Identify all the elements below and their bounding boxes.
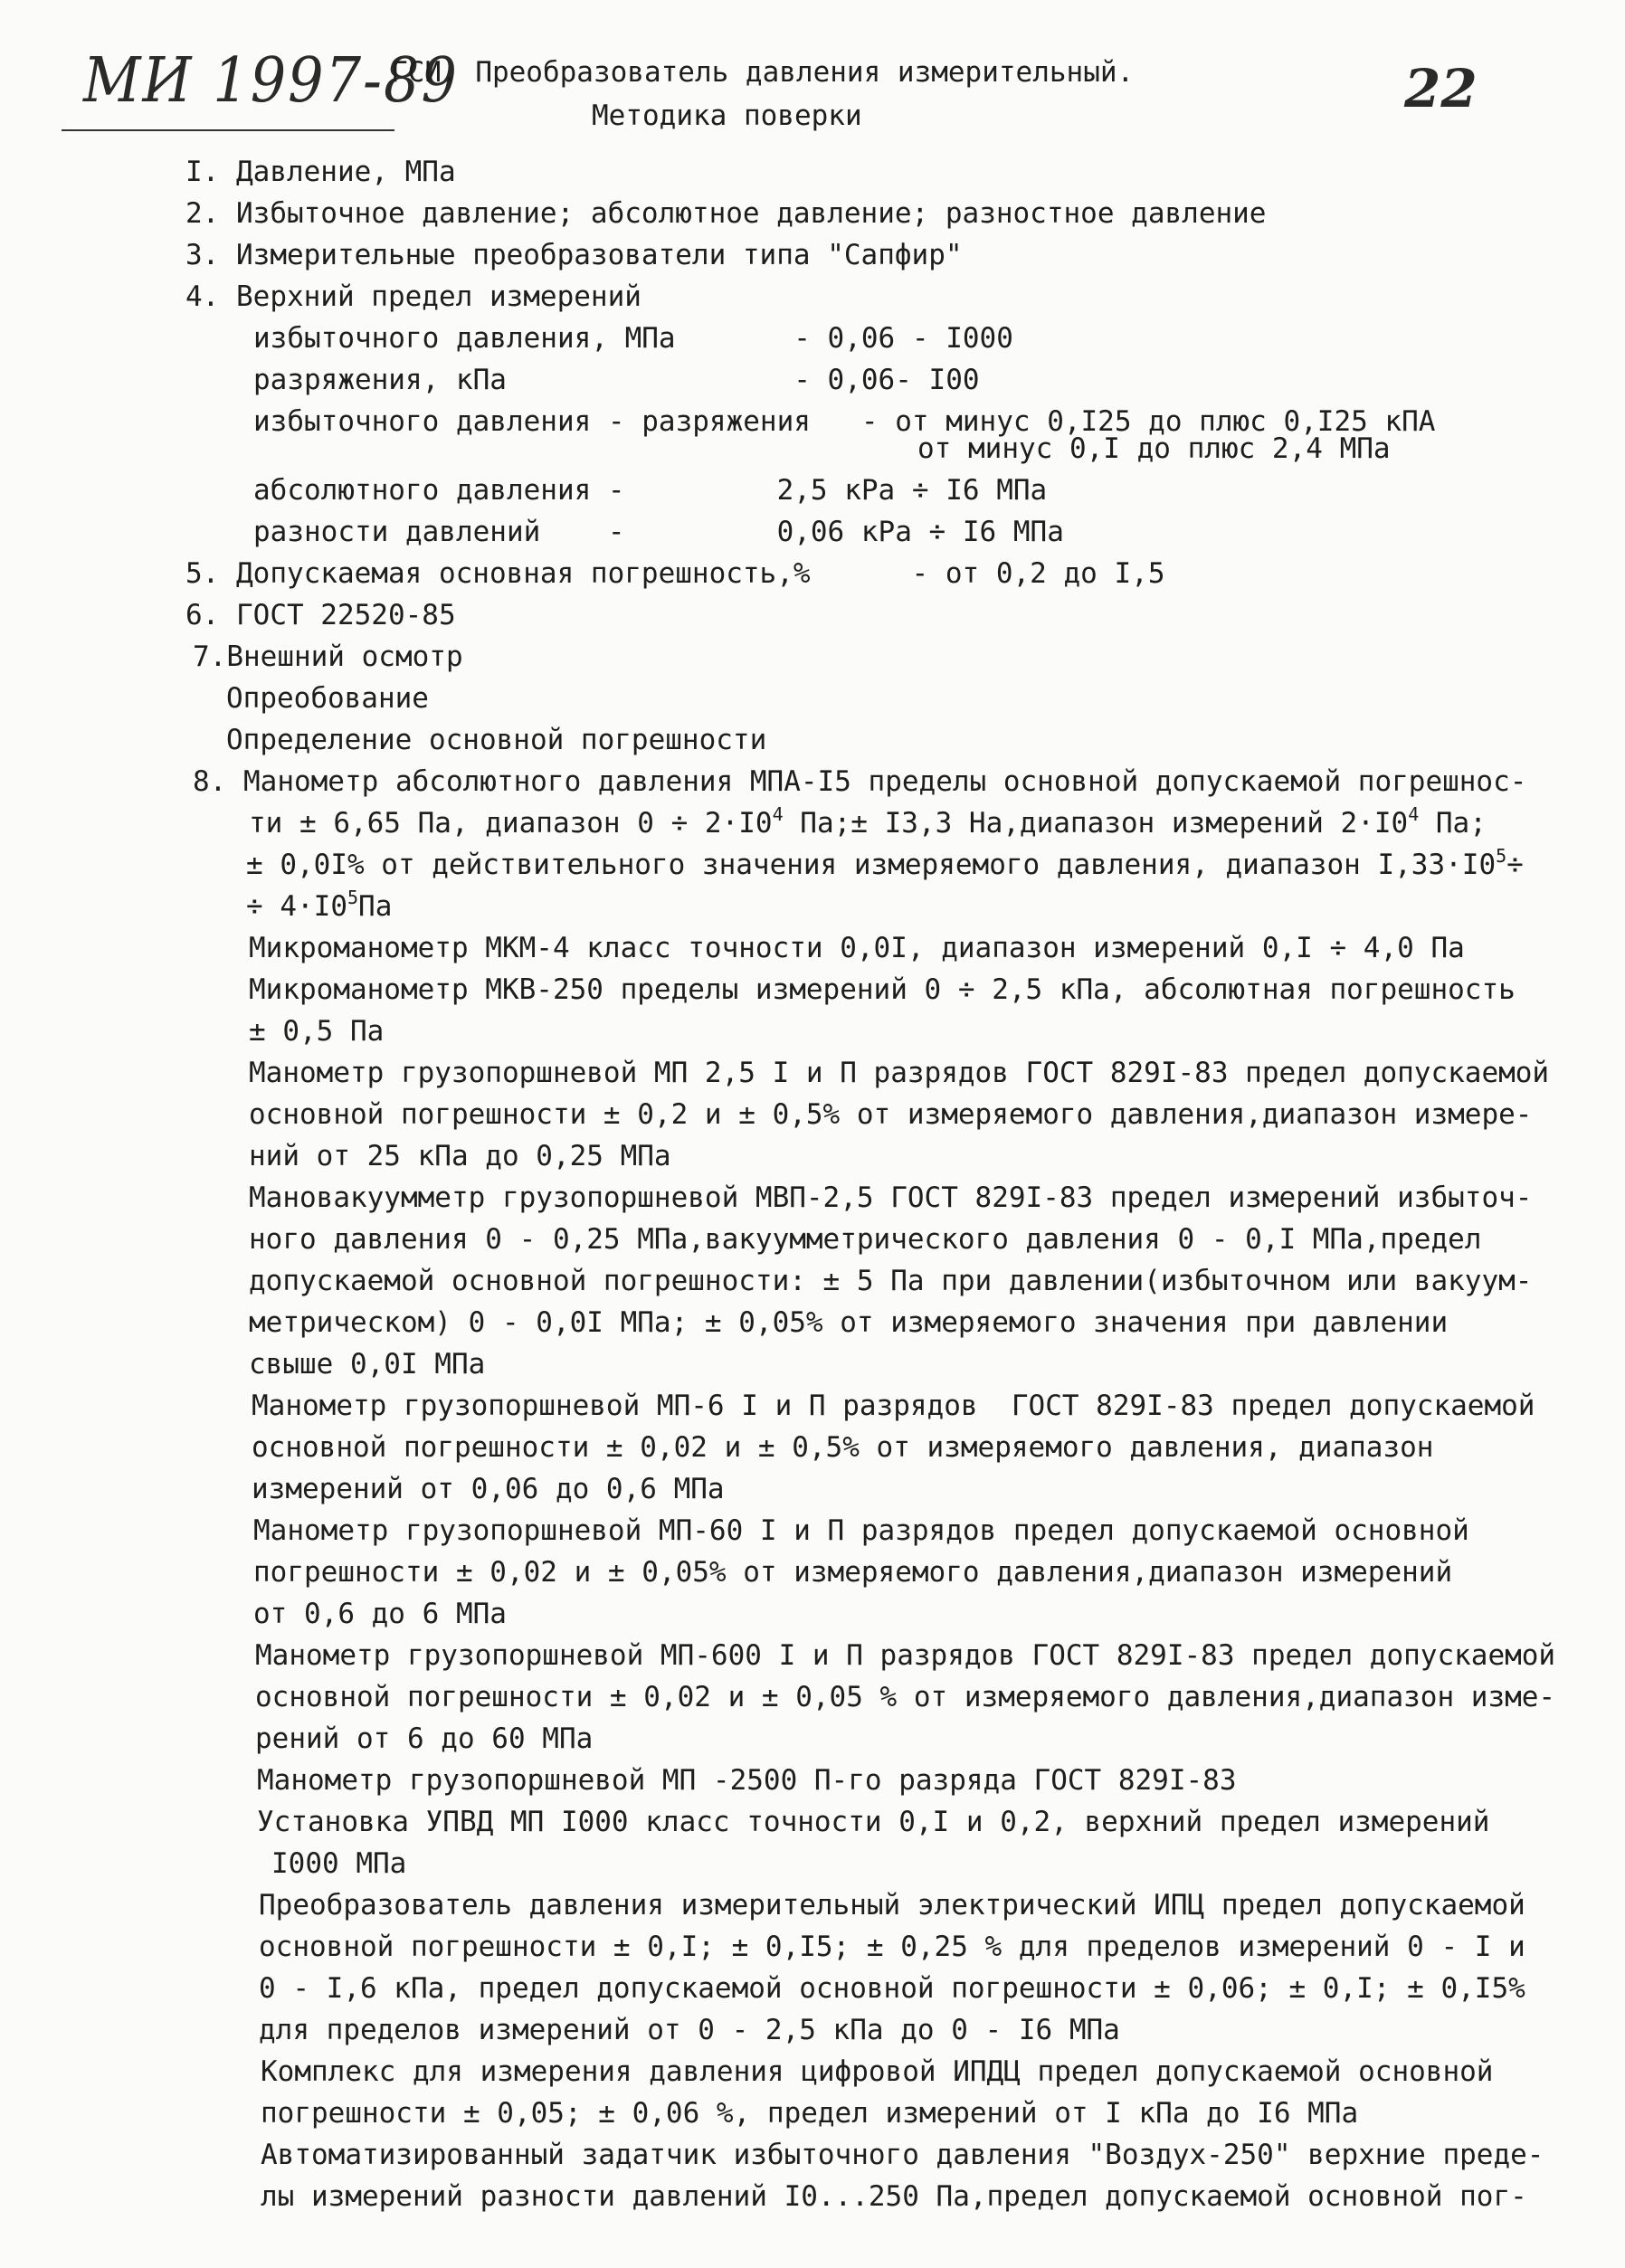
item-8-line: 0 - I,6 кПа, предел допускаемой основной погрешности ± 0,06; ± 0,I; ± 0,I5% — [259, 1972, 1525, 2005]
item-8-line: основной погрешности ± 0,02 и ± 0,5% от измеряемого давления, диапазон — [252, 1431, 1434, 1464]
item-8-line: I000 МПа — [271, 1847, 407, 1880]
item-8-line: лы измерений разности давлений I0...250 Па,предел допускаемой основной пог- — [261, 2180, 1527, 2213]
item-8-line: основной погрешности ± 0,02 и ± 0,05 % от измеряемого давления,диапазон изме- — [255, 1681, 1556, 1713]
item-7: 7.Внешний осмотр — [193, 641, 463, 673]
item-8-line: Установка УПВД МП I000 класс точности 0,I и 0,2, верхний предел измерений — [257, 1806, 1490, 1838]
item-8-line: Микроманометр МКМ-4 класс точности 0,0I, диапазон измерений 0,I ÷ 4,0 Па — [249, 932, 1465, 964]
item-8-line: для пределов измерений от 0 - 2,5 кПа до 0 - I6 МПа — [259, 2014, 1120, 2046]
item-8-line: допускаемой основной погрешности: ± 5 Па при давлении(избыточном или вакуум- — [249, 1265, 1533, 1297]
item-4-line: избыточного давления, МПа - 0,06 - I000 — [253, 322, 1013, 355]
item-8-line: ного давления 0 - 0,25 МПа,вакуумметрического давления 0 - 0,I МПа,предел — [249, 1223, 1482, 1256]
item-8-line: от 0,6 до 6 МПа — [253, 1598, 507, 1630]
item-1: I. Давление, МПа — [185, 156, 456, 188]
item-8-line: ти ± 6,65 Па, диапазон $0 \div 2\cdot I0^4$ Па;± I3,3 На,диапазон измерений $2\cdot I0^4$ Па; — [249, 802, 1487, 840]
item-8-line: Манометр грузопоршневой МП-600 I и П разрядов ГОСТ 829I-83 предел допускаемой — [255, 1639, 1556, 1672]
item-4-line: разности давлений - 0,06 кРа ÷ I6 МПа — [253, 516, 1064, 548]
document-id: МИ 1997-89 — [83, 43, 459, 117]
item-4: 4. Верхний предел измерений — [185, 280, 641, 313]
item-8-line: основной погрешности ± 0,2 и ± 0,5% от измеряемого давления,диапазон измере- — [249, 1098, 1533, 1131]
item-8-line: Микроманометр МКВ-250 пределы измерений 0 ÷ 2,5 кПа, абсолютная погрешность — [249, 973, 1516, 1006]
item-8-line: Автоматизированный задатчик избыточного давления "Воздух-250" верхние преде- — [261, 2139, 1544, 2171]
item-8: 8. Манометр абсолютного давления МПА-I5 пределы основной допускаемой погрешнос- — [193, 765, 1527, 798]
item-8-line: ± 0,5 Па — [249, 1015, 385, 1048]
item-8-line: метрическом) 0 - 0,0I МПа; ± 0,05% от измеряемого значения при давлении — [249, 1306, 1449, 1339]
item-8-line: основной погрешности ± 0,I; ± 0,I5; ± 0,25 % для пределов измерений 0 - I и — [259, 1931, 1525, 1963]
item-4-line: разряжения, кПа - 0,06- I00 — [253, 364, 980, 396]
item-7-line: Определение основной погрешности — [226, 724, 767, 756]
item-4-line: от минус 0,I до плюс 2,4 МПа — [917, 432, 1391, 465]
item-8-line: Манометр грузопоршневой МП -2500 П-го разряда ГОСТ 829I-83 — [257, 1764, 1237, 1797]
page-number: 22 — [1404, 58, 1478, 119]
header-title: ГСИ. Преобразователь давления измерительный. — [391, 56, 1135, 89]
item-8-line: Мановакуумметр грузопоршневой МВП-2,5 ГОСТ 829I-83 предел измерений избыточ- — [249, 1181, 1533, 1214]
item-8-line: Манометр грузопоршневой МП-6 I и П разрядов ГОСТ 829I-83 предел допускаемой — [252, 1390, 1535, 1422]
item-8-line: Манометр грузопоршневой МП-60 I и П разрядов предел допускаемой основной — [253, 1514, 1469, 1547]
header-subtitle: Методика поверки — [592, 100, 862, 132]
item-8-line: ± 0,0I% от действительного значения измеряемого давления, диапазон $I,33\cdot I0^5\div$ — [246, 844, 1524, 881]
item-8-line: Манометр грузопоршневой МП 2,5 I и П разрядов ГОСТ 829I-83 предел допускаемой — [249, 1057, 1550, 1089]
item-4-line: избыточного давления - разряжения - от минус 0,I25 до плюс 0,I25 кПА — [253, 405, 1436, 438]
item-8-line: погрешности ± 0,02 и ± 0,05% от измеряемого давления,диапазон измерений — [253, 1556, 1453, 1589]
item-8-line: свыше 0,0I МПа — [249, 1348, 486, 1381]
item-2: 2. Избыточное давление; абсолютное давление; разностное давление — [185, 197, 1267, 230]
item-6: 6. ГОСТ 22520-85 — [185, 599, 456, 631]
item-4-line: абсолютного давления - 2,5 кРа ÷ I6 МПа — [253, 474, 1048, 507]
item-3: 3. Измерительные преобразователи типа "Сапфир" — [185, 239, 963, 271]
item-8-line: погрешности ± 0,05; ± 0,06 %, предел измерений от I кПа до I6 МПа — [261, 2097, 1359, 2130]
item-8-line: измерений от 0,06 до 0,6 МПа — [252, 1473, 725, 1505]
item-8-line: Преобразователь давления измерительный электрический ИПЦ предел допускаемой — [259, 1889, 1525, 1922]
item-8-line: рений от 6 до 60 МПа — [255, 1722, 594, 1755]
item-8-line: ÷ $4\cdot I0^5Па$ — [246, 886, 393, 923]
item-8-line: Комплекс для измерения давления цифровой ИПДЦ предел допускаемой основной — [261, 2055, 1494, 2088]
document-id-underline — [62, 129, 394, 131]
item-7-line: Опреобование — [226, 682, 429, 715]
item-8-line: ний от 25 кПа до 0,25 МПа — [249, 1140, 671, 1172]
item-5: 5. Допускаемая основная погрешность,% - от 0,2 до I,5 — [185, 557, 1165, 590]
